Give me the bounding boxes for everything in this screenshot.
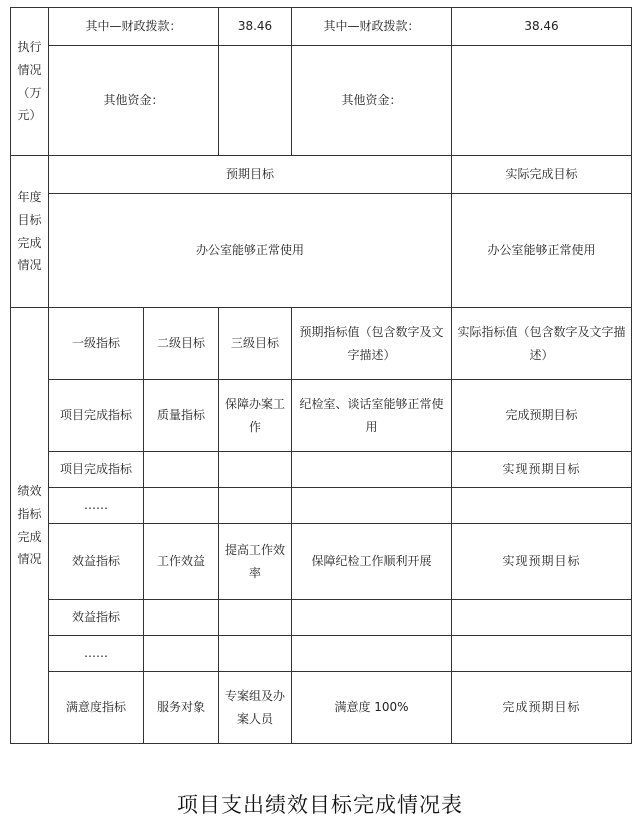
table-cell: 专案组及办案人员 bbox=[219, 672, 292, 744]
other-value-1 bbox=[219, 46, 292, 156]
table-cell bbox=[219, 452, 292, 488]
performance-table bbox=[10, 7, 632, 744]
actual-target-header: 实际完成目标 bbox=[452, 156, 632, 194]
table-cell: 实现预期目标 bbox=[452, 524, 632, 600]
header-actual-value: 实际指标值（包含数字及文字描述） bbox=[452, 308, 632, 380]
table-cell: 纪检室、谈话室能够正常使用 bbox=[292, 380, 452, 452]
table-cell: 项目完成指标 bbox=[49, 380, 144, 452]
fiscal-label-2: 其中—财政拨款： bbox=[292, 8, 452, 46]
table-cell: 提高工作效率 bbox=[219, 524, 292, 600]
table-cell bbox=[144, 600, 219, 636]
expected-target-header: 预期目标 bbox=[49, 156, 452, 194]
table-cell: 工作效益 bbox=[144, 524, 219, 600]
table-cell: 效益指标 bbox=[49, 524, 144, 600]
table-cell bbox=[292, 636, 452, 672]
table-cell bbox=[292, 488, 452, 524]
document-title: 项目支出绩效目标完成情况表 bbox=[177, 793, 463, 817]
table-cell bbox=[452, 636, 632, 672]
expected-target-text: 办公室能够正常使用 bbox=[49, 194, 452, 308]
table-cell: 效益指标 bbox=[49, 600, 144, 636]
table-row bbox=[11, 380, 632, 452]
other-label-1: 其他资金： bbox=[49, 46, 219, 156]
table-row bbox=[11, 452, 632, 488]
table-cell: 满意度指标 bbox=[49, 672, 144, 744]
table-cell: 质量指标 bbox=[144, 380, 219, 452]
table-cell: 项目完成指标 bbox=[49, 452, 144, 488]
table-cell: …… bbox=[49, 488, 144, 524]
table-cell bbox=[144, 488, 219, 524]
perf-label bbox=[11, 308, 49, 744]
fiscal-label-1: 其中—财政拨款： bbox=[49, 8, 219, 46]
table-cell bbox=[144, 636, 219, 672]
header-level3: 三级目标 bbox=[219, 308, 292, 380]
table-cell bbox=[292, 452, 452, 488]
fiscal-value-2: 38.46 bbox=[452, 8, 632, 46]
perf-label-text: 绩效 指标 完成 情况 bbox=[17, 483, 42, 567]
other-value-2 bbox=[452, 46, 632, 156]
table-row bbox=[11, 488, 632, 524]
table-cell: 满意度 100% bbox=[292, 672, 452, 744]
table-row bbox=[11, 636, 632, 672]
table-cell: 完成预期目标 bbox=[452, 380, 632, 452]
annual-label-text: 年度 目标 完成 情况 bbox=[17, 189, 42, 273]
exec-label-text: 执行 情况 （万 元） bbox=[17, 39, 42, 123]
table-row bbox=[11, 672, 632, 744]
table-cell bbox=[292, 600, 452, 636]
header-level2: 二级目标 bbox=[144, 308, 219, 380]
table-cell bbox=[452, 488, 632, 524]
header-level1: 一级指标 bbox=[49, 308, 144, 380]
table-cell: 实现预期目标 bbox=[452, 452, 632, 488]
table-row bbox=[11, 600, 632, 636]
table-cell: 保障纪检工作顺利开展 bbox=[292, 524, 452, 600]
table-cell: 完成预期目标 bbox=[452, 672, 632, 744]
exec-label bbox=[11, 8, 49, 156]
other-label-2: 其他资金： bbox=[292, 46, 452, 156]
table-cell: 保障办案工作 bbox=[219, 380, 292, 452]
table-cell bbox=[219, 600, 292, 636]
table-cell: 服务对象 bbox=[144, 672, 219, 744]
table-row bbox=[11, 524, 632, 600]
table-cell bbox=[219, 488, 292, 524]
table-cell bbox=[144, 452, 219, 488]
annual-label bbox=[11, 156, 49, 308]
table-cell: …… bbox=[49, 636, 144, 672]
header-expected-value: 预期指标值（包含数字及文字描述） bbox=[292, 308, 452, 380]
fiscal-value-1: 38.46 bbox=[219, 8, 292, 46]
table-cell bbox=[452, 600, 632, 636]
table-cell bbox=[219, 636, 292, 672]
actual-target-text: 办公室能够正常使用 bbox=[452, 194, 632, 308]
